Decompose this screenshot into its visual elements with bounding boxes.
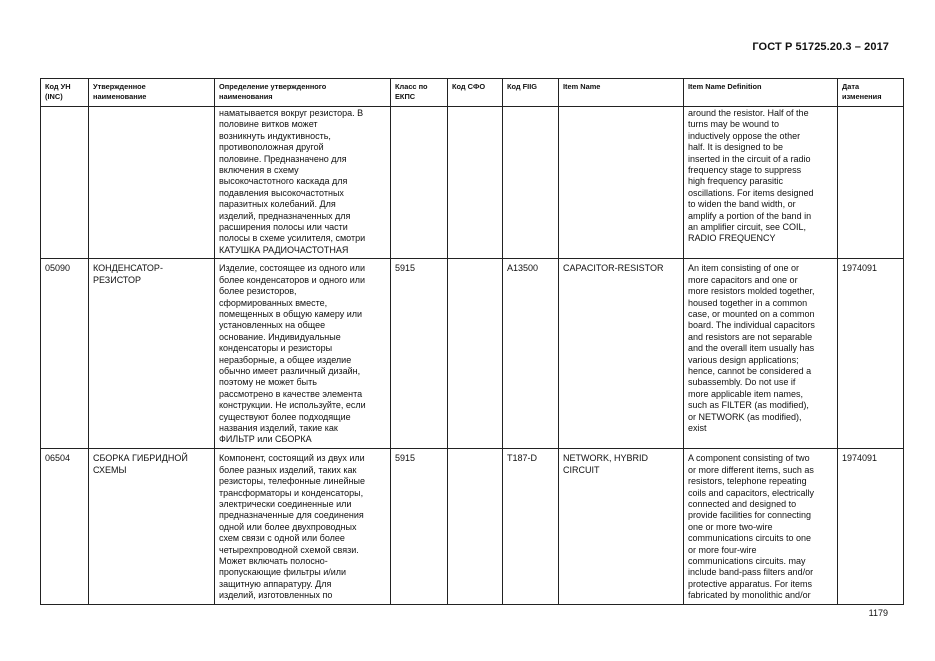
cell-definition-ru: наматывается вокруг резистора. В половине витков может возникнуть индуктивность, противоположная другой половине. Предназначено для включения в схему высокочастотного каскада для подавления высокочастотных паразитных колебаний. Для изделий, предназначенных для расширения полосы или части полосы в схеме усилителя, смотри КАТУШКА РАДИОЧАСТОТНАЯ — [215, 107, 391, 259]
cell-change-date — [838, 107, 904, 259]
cell-fiig-code: A13500 — [503, 259, 559, 449]
cell-fiig-code — [503, 107, 559, 259]
col-header-approved-name: Утвержденное наименование — [89, 79, 215, 107]
cell-fiig-code: T187-D — [503, 449, 559, 604]
cell-sfo-code — [448, 259, 503, 449]
col-header-item-name-definition: Item Name Definition — [684, 79, 838, 107]
standard-id: ГОСТ Р 51725.20.3 – 2017 — [752, 41, 889, 53]
col-header-sfo-code: Код СФО — [448, 79, 503, 107]
cell-ekps-class: 5915 — [391, 259, 448, 449]
col-header-inc: Код УН (INC) — [41, 79, 89, 107]
cell-definition-en: An item consisting of one or more capacitors and one or more resistors molded together, housed together in a common case, or mounted on a common board. The individual capacitors and resistors are not separable and the overall item usually has various design applications; hence, cannot be considered a subassembly. Do not use if more applicable item names, such as FILTER (as modified), or NETWORK (as modified), exist — [684, 259, 838, 449]
col-header-item-name: Item Name — [559, 79, 684, 107]
table-header-row — [41, 79, 904, 107]
cell-ekps-class — [391, 107, 448, 259]
cell-definition-en: around the resistor. Half of the turns may be wound to inductively oppose the other half. It is designed to be inserted in the circuit of a radio frequency stage to suppress high frequency parasitic oscillations. For items designed to widen the band width, or amplify a portion of the band in an amplifier circuit, see COIL, RADIO FREQUENCY — [684, 107, 838, 259]
col-header-fiig-code: Код FIIG — [503, 79, 559, 107]
cell-ekps-class: 5915 — [391, 449, 448, 604]
cell-approved-name: СБОРКА ГИБРИДНОЙ СХЕМЫ — [89, 449, 215, 604]
cell-approved-name: КОНДЕНСАТОР- РЕЗИСТОР — [89, 259, 215, 449]
cell-item-name — [559, 107, 684, 259]
cell-definition-ru: Изделие, состоящее из одного или более конденсаторов и одного или более резисторов, сформированных вместе, помещенных в общую камеру или установленных на общее основание. Индивидуальные конденсаторы и резисторы неразборные, а общее изделие обычно имеет различный дизайн, поэтому не может быть рассмотрено в качестве элемента конструкции. Не используйте, если существуют более подходящие названия изделий, такие как ФИЛЬТР или СБОРКА — [215, 259, 391, 449]
col-header-definition-ru: Определение утвержденного наименования — [215, 79, 391, 107]
table-row — [41, 259, 904, 449]
page-number: 1179 — [868, 608, 888, 618]
cell-item-name: NETWORK, HYBRID CIRCUIT — [559, 449, 684, 604]
cell-item-name: CAPACITOR-RESISTOR — [559, 259, 684, 449]
col-header-ekps-class: Класс по ЕКПС — [391, 79, 448, 107]
cell-sfo-code — [448, 449, 503, 604]
cell-change-date: 1974091 — [838, 449, 904, 604]
cell-definition-ru: Компонент, состоящий из двух или более разных изделий, таких как резисторы, телефонные линейные трансформаторы и конденсаторы, электрически соединенные или предназначенные для соединения одной или более двухпроводных схем связи с одной или более четырехпроводной схемой связи. Может включать полосно- пропускающие фильтры и/или защитную аппаратуру. Для изделий, изготовленных по — [215, 449, 391, 604]
cell-definition-en: A component consisting of two or more different items, such as resistors, telephone repeating coils and capacitors, electrically connected and designed to provide facilities for connecting one or more two-wire communications circuits to one or more four-wire communications circuits. may include band-pass filters and/or protective apparatus. For items fabricated by monolithic and/or — [684, 449, 838, 604]
cell-change-date: 1974091 — [838, 259, 904, 449]
table-row — [41, 107, 904, 259]
cell-inc — [41, 107, 89, 259]
cell-sfo-code — [448, 107, 503, 259]
table-row — [41, 449, 904, 604]
cell-approved-name — [89, 107, 215, 259]
col-header-change-date: Дата изменения — [838, 79, 904, 107]
item-names-table — [40, 78, 904, 605]
cell-inc: 05090 — [41, 259, 89, 449]
cell-inc: 06504 — [41, 449, 89, 604]
